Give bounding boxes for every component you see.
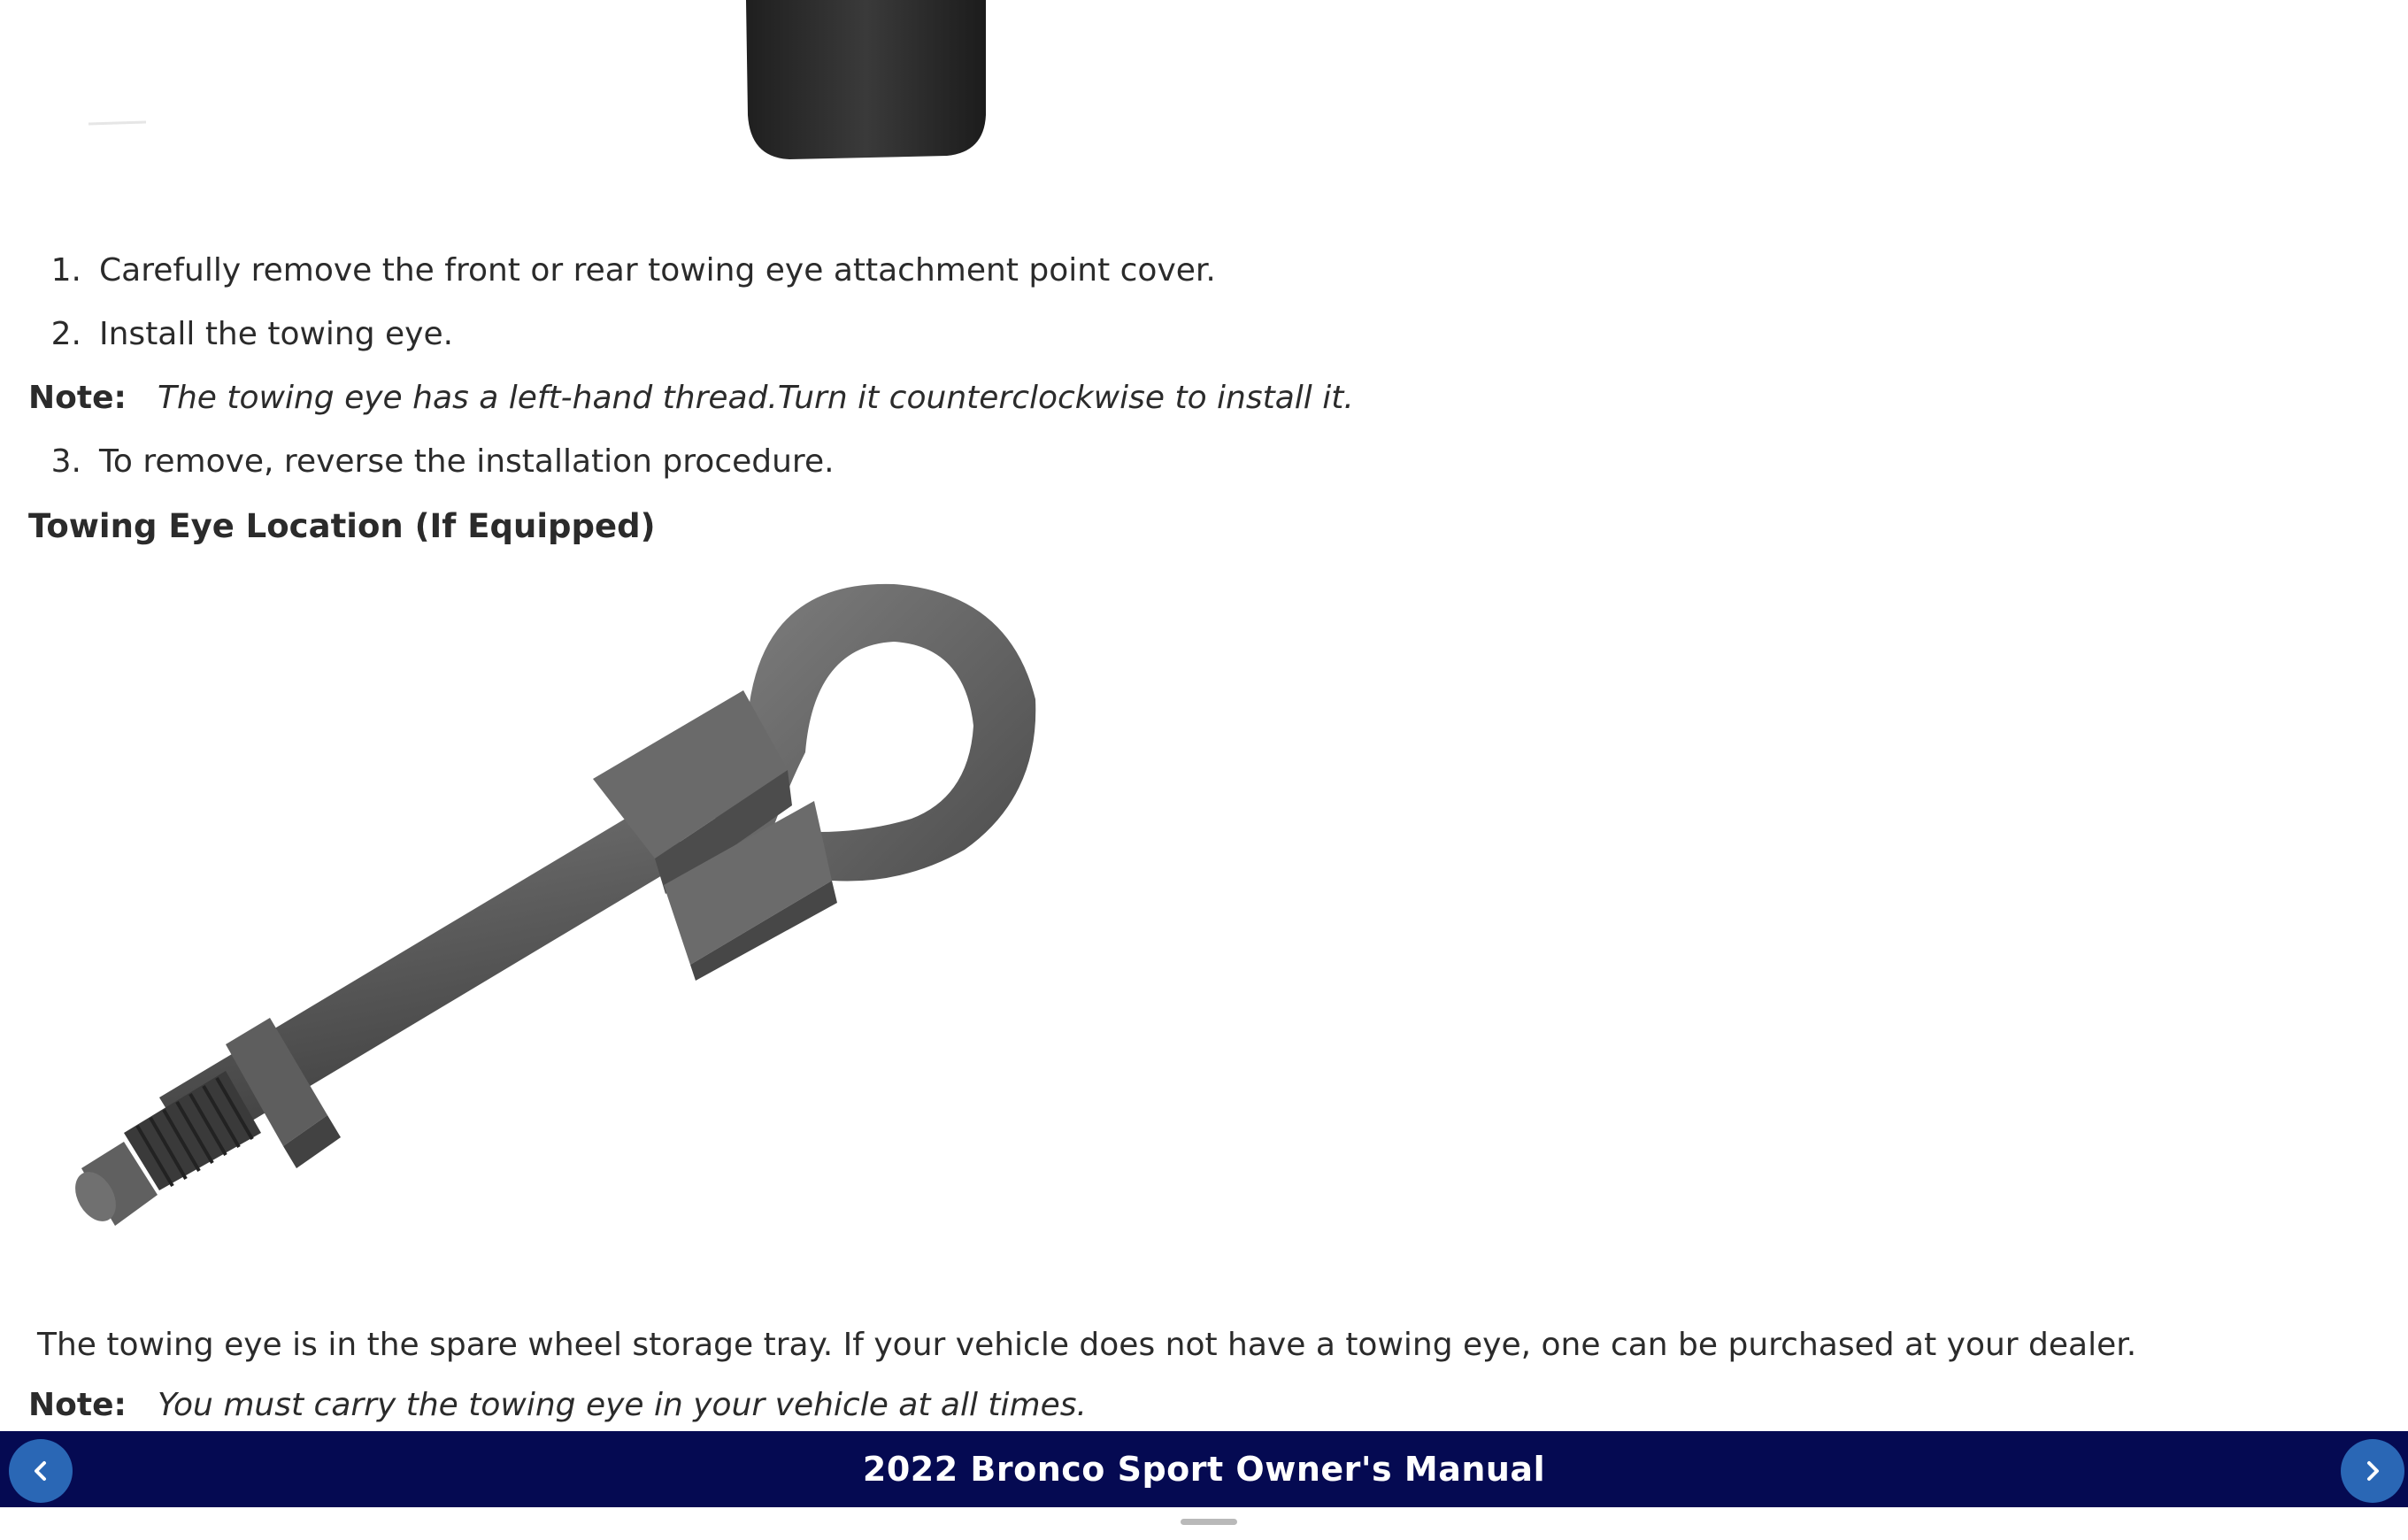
chevron-right-icon bbox=[2360, 1459, 2385, 1483]
chevron-left-icon bbox=[28, 1459, 53, 1483]
step-number: 1. bbox=[50, 252, 81, 289]
note-text: The towing eye has a left-hand thread.Turn it counterclockwise to install it. bbox=[158, 380, 1354, 416]
attachment-cover-illustration bbox=[0, 0, 1062, 168]
step-number: 3. bbox=[50, 443, 81, 480]
note-label: Note: bbox=[28, 380, 127, 416]
manual-title: 2022 Bronco Sport Owner's Manual bbox=[862, 1450, 1546, 1489]
note-label: Note: bbox=[28, 1387, 127, 1423]
home-indicator[interactable] bbox=[1181, 1519, 1237, 1525]
previous-page-button[interactable] bbox=[9, 1439, 73, 1503]
step-text: To remove, reverse the installation procedure. bbox=[99, 443, 835, 480]
section-heading: Towing Eye Location (If Equipped) bbox=[28, 506, 656, 545]
next-page-button[interactable] bbox=[2341, 1439, 2404, 1503]
instructions bbox=[28, 239, 2373, 558]
note-text: You must carry the towing eye in your vehicle at all times. bbox=[158, 1387, 1087, 1423]
note-carry bbox=[28, 1374, 1798, 1437]
bottom-navigation-bar bbox=[0, 1431, 2408, 1507]
towing-eye-illustration bbox=[71, 566, 1062, 1248]
step-1 bbox=[28, 239, 2373, 303]
step-2 bbox=[28, 303, 2373, 366]
step-3 bbox=[28, 430, 2373, 494]
note-thread bbox=[28, 366, 2373, 430]
step-number: 2. bbox=[50, 316, 81, 352]
step-text: Install the towing eye. bbox=[99, 316, 454, 352]
body-paragraph: The towing eye is in the spare wheel storage tray. If your vehicle does not have a towing eye, one can be purchased at your dealer. bbox=[37, 1327, 2137, 1363]
step-text: Carefully remove the front or rear towing eye attachment point cover. bbox=[99, 252, 1216, 289]
